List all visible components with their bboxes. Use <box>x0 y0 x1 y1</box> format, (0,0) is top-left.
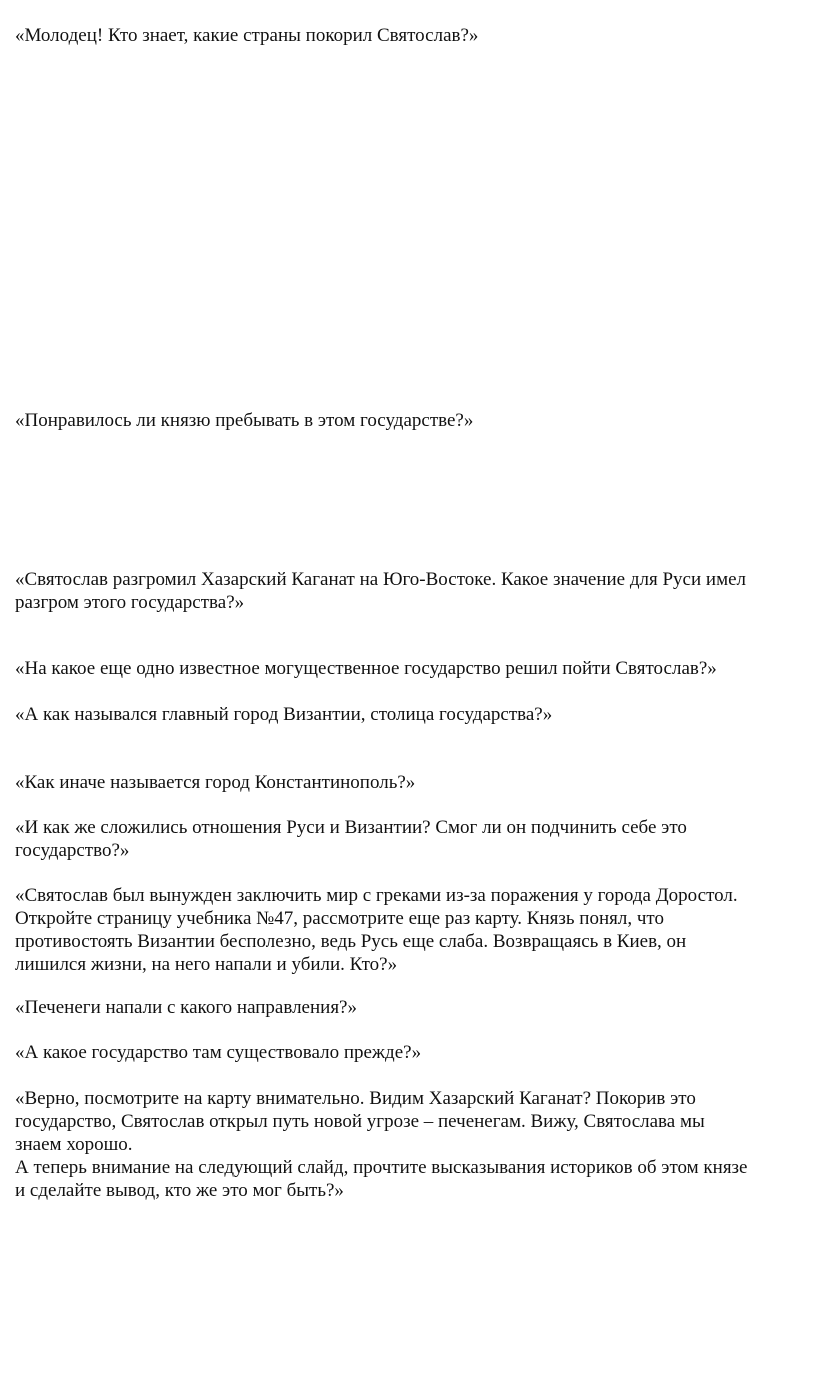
paragraph-line: разгром этого государства?» <box>15 592 245 613</box>
paragraph-line: «Как иначе называется город Константинополь?» <box>15 772 416 793</box>
paragraph-line: и сделайте вывод, кто же это мог быть?» <box>15 1180 344 1201</box>
paragraph-line: «И как же сложились отношения Руси и Византии? Смог ли он подчинить себе это <box>15 817 687 838</box>
paragraph-5 <box>15 703 805 726</box>
paragraph-line: «Понравилось ли князю пребывать в этом государстве?» <box>15 410 474 431</box>
paragraph-line: «Святослав был вынужден заключить мир с греками из-за поражения у города Доростол. <box>15 885 738 906</box>
paragraph-3 <box>15 568 805 614</box>
paragraph-1 <box>15 24 805 47</box>
paragraph-line: «А какое государство там существовало прежде?» <box>15 1042 422 1063</box>
paragraph-6 <box>15 771 805 794</box>
paragraph-line: противостоять Византии бесполезно, ведь Русь еще слаба. Возвращаясь в Киев, он <box>15 931 687 952</box>
paragraph-line: «Верно, посмотрите на карту внимательно. Видим Хазарский Каганат? Покорив это <box>15 1088 696 1109</box>
paragraph-11 <box>15 1087 805 1202</box>
paragraph-line: государство?» <box>15 840 130 861</box>
paragraph-line: «Святослав разгромил Хазарский Каганат на Юго-Востоке. Какое значение для Руси имел <box>15 569 747 590</box>
paragraph-2 <box>15 409 805 432</box>
paragraph-9 <box>15 996 805 1019</box>
paragraph-10 <box>15 1041 805 1064</box>
paragraph-line: «На какое еще одно известное могущественное государство решил пойти Святослав?» <box>15 658 717 679</box>
paragraph-line: «Молодец! Кто знает, какие страны покорил Святослав?» <box>15 25 479 46</box>
paragraph-line: лишился жизни, на него напали и убили. Кто?» <box>15 954 398 975</box>
paragraph-line: «Печенеги напали с какого направления?» <box>15 997 357 1018</box>
paragraph-4 <box>15 657 805 680</box>
paragraph-line: знаем хорошо. <box>15 1134 133 1155</box>
paragraph-8 <box>15 884 805 976</box>
paragraph-line: государство, Святослав открыл путь новой угрозе – печенегам. Вижу, Святослава мы <box>15 1111 705 1132</box>
paragraph-7 <box>15 816 805 862</box>
paragraph-line: Откройте страницу учебника №47, рассмотрите еще раз карту. Князь понял, что <box>15 908 664 929</box>
paragraph-line: А теперь внимание на следующий слайд, прочтите высказывания историков об этом князе <box>15 1157 748 1178</box>
paragraph-line: «А как назывался главный город Византии, столица государства?» <box>15 704 553 725</box>
